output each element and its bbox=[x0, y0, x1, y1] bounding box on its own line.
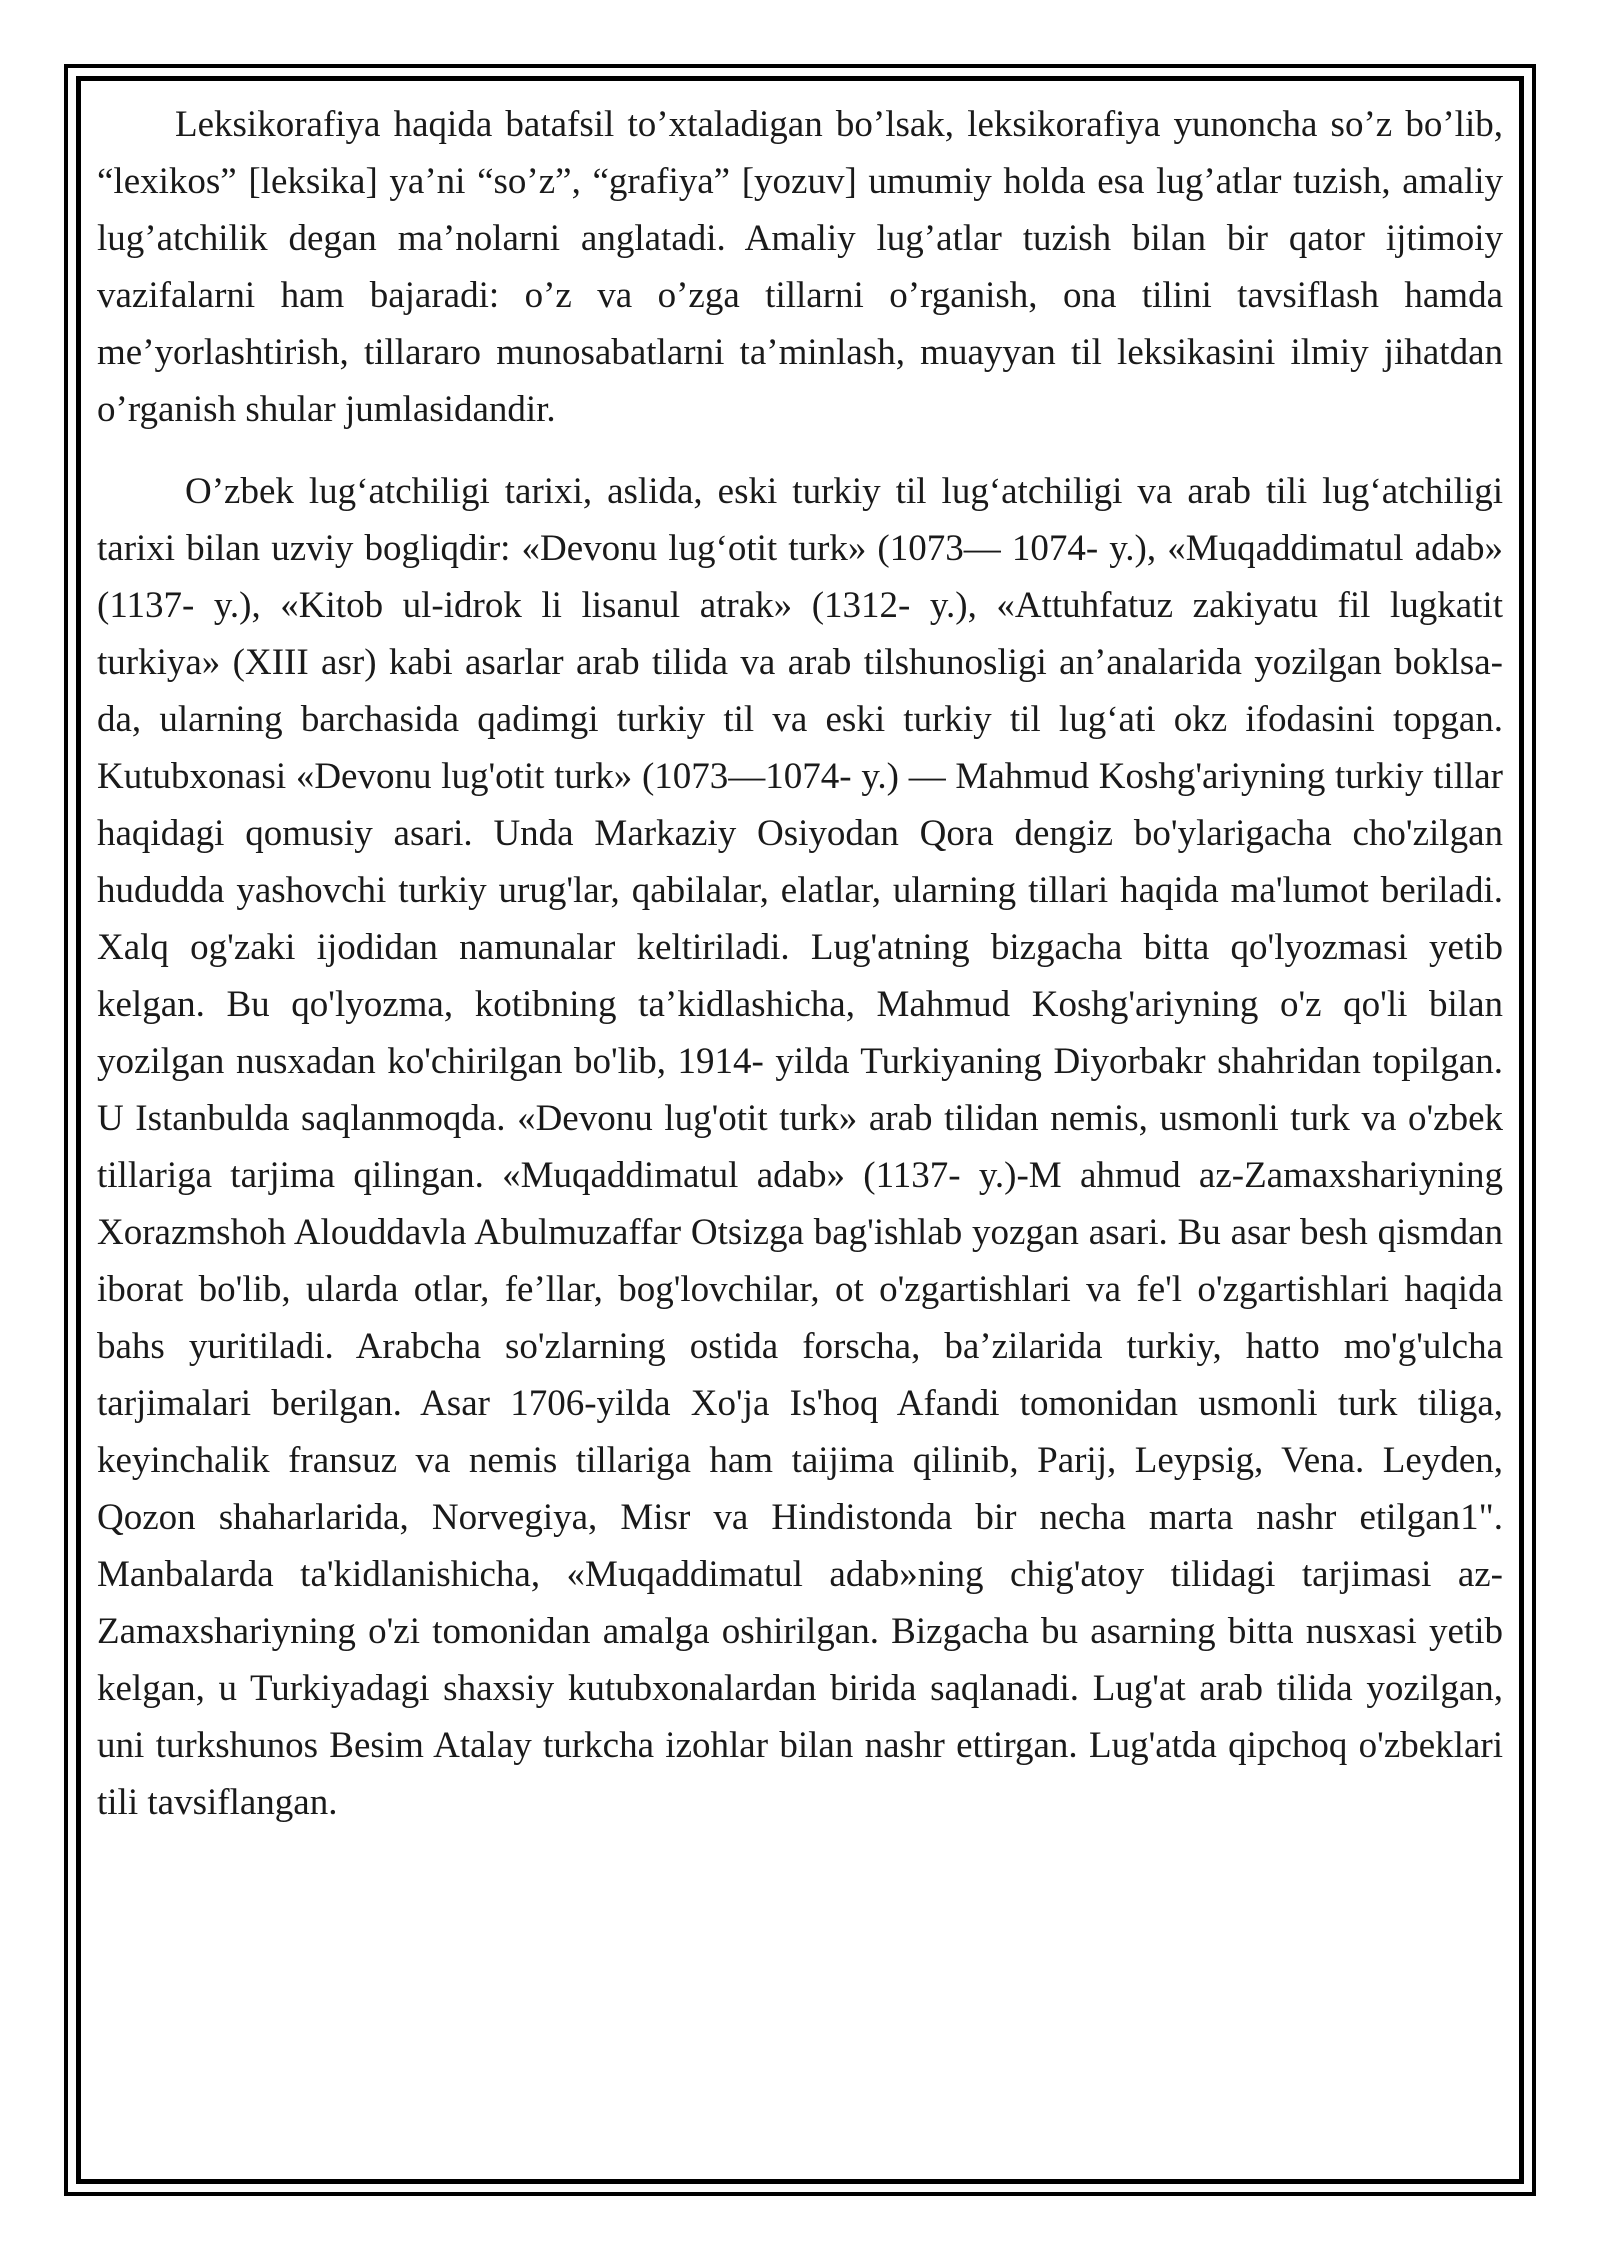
paragraph-uzbek-lexicography-history: O’zbek lug‘atchiligi tarixi, aslida, eski turkiy til lug‘atchiligi va arab tili lug‘atchiligi tarixi bilan uzviy bogliqdir: «Devonu lug‘otit turk» (1073— 1074- y.), «Muqaddimatul adab» (1137- y.), «Kitob ul-idrok li lisanul atrak» (1312- y.), «Attuhfatuz zakiyatu fil lugkatit turkiya» (XIII asr) kabi asarlar arab tilida va arab tilshunosligi an’analarida yozilgan boklsa-da, ularning barchasida qadimgi turkiy til va eski turkiy til lug‘ati okz ifodasini topgan. Kutubxonasi «Devonu lug'otit turk» (1073—1074- y.) — Mahmud Koshg'ariyning turkiy tillar haqidagi qomusiy asari. Unda Markaziy Osiyodan Qora dengiz bo'ylarigacha cho'zilgan hududda yashovchi turkiy urug'lar, qabilalar, elatlar, ularning tillari haqida ma'lumot beriladi. Xalq og'zaki ijodidan namunalar keltiriladi. Lug'atning bizgacha bitta qo'lyozmasi yetib kelgan. Bu qo'lyozma, kotibning ta’kidlashicha, Mahmud Koshg'ariyning o'z qo'li bilan yozilgan nusxadan ko'chirilgan bo'lib, 1914- yilda Turkiyaning Diyorbakr shahridan topilgan. U Istanbulda saqlanmoqda. «Devonu lug'otit turk» arab tilidan nemis, usmonli turk va o'zbek tillariga tarjima qilingan. «Muqaddimatul adab» (1137- y.)-M ahmud az-Zamaxshariyning Xorazmshoh Alouddavla Abulmuzaffar Otsizga bag'ishlab yozgan asari. Bu asar besh qismdan iborat bo'lib, ularda otlar, fe’llar, bog'lovchilar, ot o'zgartishlari va fe'l o'zgartishlari haqida bahs yuritiladi. Arabcha so'zlarning ostida forscha, ba’zilarida turkiy, hatto mo'g'ulcha tarjimalari berilgan. Asar 1706-yilda Xo'ja Is'hoq Afandi tomonidan usmonli turk tiliga, keyinchalik fransuz va nemis tillariga ham taijima qilinib, Parij, Leypsig, Vena. Leyden, Qozon shaharlarida, Norvegiya, Misr va Hindistonda bir necha marta nashr etilgan1". Manbalarda ta'kidlanishicha, «Muqaddimatul adab»ning chig'atoy tilidagi tarjimasi az-Zamaxshariyning o'zi tomonidan amalga oshirilgan. Bizgacha bu asarning bitta nusxasi yetib kelgan, u Turkiyadagi shaxsiy kutubxonalardan birida saqlanadi. Lug'at arab tilida yozilgan, uni turkshunos Besim Atalay turkcha izohlar bilan nashr ettirgan. Lug'atda qipchoq o'zbeklari tili tavsiflangan. bbox=[97, 471, 1503, 1823]
document-body bbox=[97, 96, 1503, 1831]
paragraph-lexicography-intro: Leksikorafiya haqida batafsil to’xtaladigan bo’lsak, leksikorafiya yunoncha so’z bo’lib, “lexikos” [leksika] ya’ni “so’z”, “grafiya” [yozuv] umumiy holda esa lug’atlar tuzish, amaliy lug’atchilik degan ma’nolarni anglatadi. Amaliy lug’atlar tuzish bilan bir qator ijtimoiy vazifalarni ham bajaradi: o’z va o’zga tillarni o’rganish, ona tilini tavsiflash hamda me’yorlashtirish, tillararo munosabatlarni ta’minlash, muayyan til leksikasini ilmiy jihatdan o’rganish shular jumlasidandir. bbox=[97, 104, 1503, 430]
